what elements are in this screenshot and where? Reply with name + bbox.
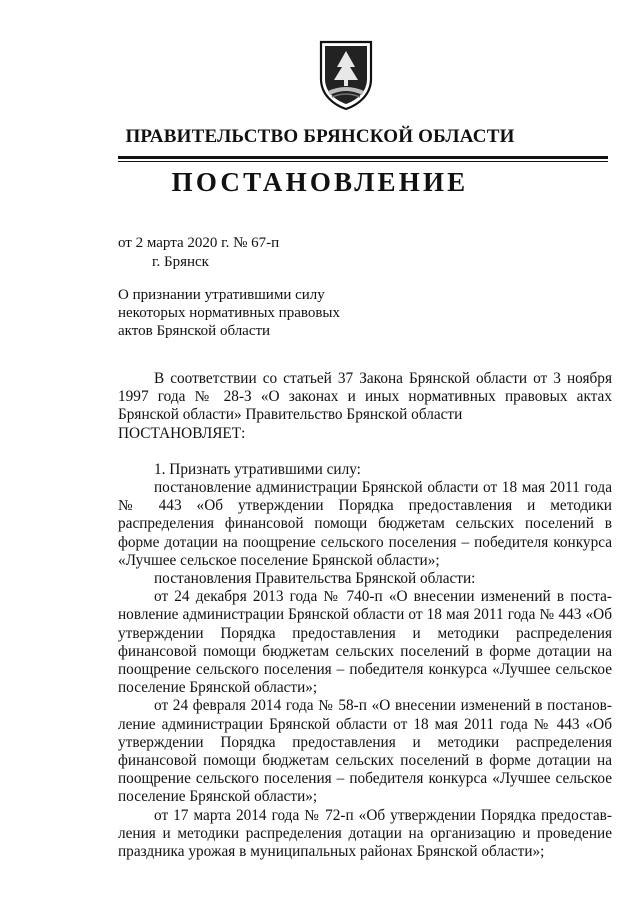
decree-word: ПОСТАНОВЛЯЕТ: (118, 424, 246, 442)
body-paragraph: постановление администрации Брянской области от 18 мая 2011 года № 443 «Об утверждении Порядка предоставления и методики распределения финансовой помощи бюджетам сельских поселений в форме дотации на поощрение сельского поселения – победителя конкурса «Лучшее сельское поселение Брянской области»; (118, 479, 612, 569)
subject-line: некоторых нормативных правовых (118, 305, 341, 321)
preamble-paragraph: В соответствии со статьей 37 Закона Брянской области от 3 ноября 1997 года № 28-З «О законах и иных нормативных правовых актах Брянской области» Правительство Брянской области (118, 370, 612, 424)
document-body (118, 370, 612, 861)
body-paragraph: от 24 февраля 2014 года № 58-п «О внесении изменений в постановление администрации Брянской области от 18 мая 2011 года № 443 «Об утверждении Порядка предоставления и методики распределения финансовой помощи бюджетам сельских поселений в форме дотации на поощрение сельского поселения – победителя конкурса «Лучшее сельское поселение Брянской области»; (118, 697, 612, 806)
government-title: ПРАВИТЕЛЬСТВО БРЯНСКОЙ ОБЛАСТИ (125, 126, 515, 147)
decree-subject (118, 286, 358, 340)
decree-place: г. Брянск (152, 254, 209, 270)
subject-line: О признании утратившими силу (118, 287, 325, 303)
body-paragraph: от 17 марта 2014 года № 72-п «Об утверждении Порядка предоставления и методики распределения дотации на организацию и проведение праздника урожая в муниципальных районах Брянской области»; (118, 806, 612, 861)
header-rule-thick (118, 156, 608, 159)
body-paragraph: от 24 декабря 2013 года № 740-п «О внесении изменений в постановление администрации Брянской области от 18 мая 2011 года № 443 «Об утверждении Порядка предоставления и методики распределения финансовой помощи бюджетам сельских поселений в форме дотации на поощрение сельского поселения – победителя конкурса «Лучшее сельское поселение Брянской области»; (118, 588, 612, 697)
document-type-title: ПОСТАНОВЛЕНИЕ (171, 167, 469, 197)
item-1-heading: 1. Признать утратившими силу: (154, 460, 361, 478)
decree-date-number: от 2 марта 2020 г. № 67-п (118, 235, 280, 251)
header-rule-thin (118, 161, 608, 162)
subject-line: актов Брянской области (118, 323, 271, 339)
body-paragraph: постановления Правительства Брянской области: (154, 570, 476, 588)
coat-of-arms-emblem (318, 39, 374, 111)
